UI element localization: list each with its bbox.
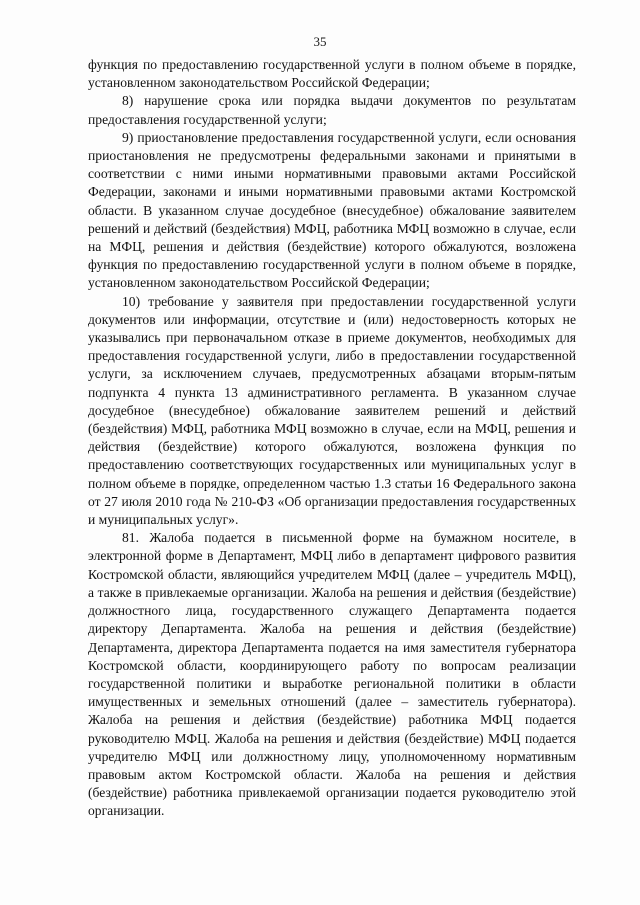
paragraph-continuation: функция по предоставлению государственной услуги в полном объеме в порядке, установленном законодательством Российской Федерации;: [88, 57, 576, 91]
paragraph-item-8: 8) нарушение срока или порядка выдачи документов по результатам предоставления государственной услуги;: [88, 93, 576, 127]
page-number: 35: [313, 34, 327, 49]
paragraph-item-9: 9) приостановление предоставления государственной услуги, если основания приостановления не предусмотрены федеральными законами и принятыми в соответствии с ними иными нормативными правовыми актами Российской Федерации, законами и иными нормативными правовыми актами Костромской области. В указанном случае досудебное (внесудебное) обжалование заявителем решений и действий (бездействия) МФЦ, работника МФЦ возможно в случае, если на МФЦ, решения и действия (бездействие) которого обжалуются, возложена функция по предоставлению государственной услуги в полном объеме в порядке, установленном законодательством Российской Федерации;: [88, 129, 576, 291]
document-body: [88, 56, 576, 821]
paragraph-item-10: 10) требование у заявителя при предоставлении государственной услуги документов или информации, отсутствие и (или) недостоверность которых не указывались при первоначальном отказе в приеме документов, необходимых для предоставления государственной услуги, либо в предоставлении государственной услуги, за исключением случаев, предусмотренных абзацами вторым-пятым подпункта 4 пункта 13 административного регламента. В указанном случае досудебное (внесудебное) обжалование заявителем решений и действий (бездействия) МФЦ, работника МФЦ возможно в случае, если на МФЦ, решения и действия (бездействие) которого обжалуются, возложена функция по предоставлению соответствующих государственных или муниципальных услуг в полном объеме в порядке, определенном частью 1.3 статьи 16 Федерального закона от 27 июля 2010 года № 210-ФЗ «Об организации предоставления государственных и муниципальных услуг».: [88, 293, 576, 528]
paragraph-clause-81: 81. Жалоба подается в письменной форме на бумажном носителе, в электронной форме в Департамент, МФЦ либо в департамент цифрового развития Костромской области, являющийся учредителем МФЦ (далее – учредитель МФЦ), а также в привлекаемые организации. Жалоба на решения и действия (бездействие) должностного лица, государственного служащего Департамента подается директору Департамента. Жалоба на решения и действия (бездействие) Департамента, директора Департамента подается на имя заместителя губернатора Костромской области, координирующего работу по вопросам реализации государственной политики и выработке региональной политики в области имущественных и земельных отношений (далее – заместитель губернатора). Жалоба на решения и действия (бездействие) работника МФЦ подается руководителю МФЦ. Жалоба на решения и действия (бездействие) МФЦ подается учредителю МФЦ или должностному лицу, уполномоченному нормативным правовым актом Костромской области. Жалоба на решения и действия (бездействие) работника привлекаемой организации подается руководителю этой организации.: [88, 530, 576, 819]
